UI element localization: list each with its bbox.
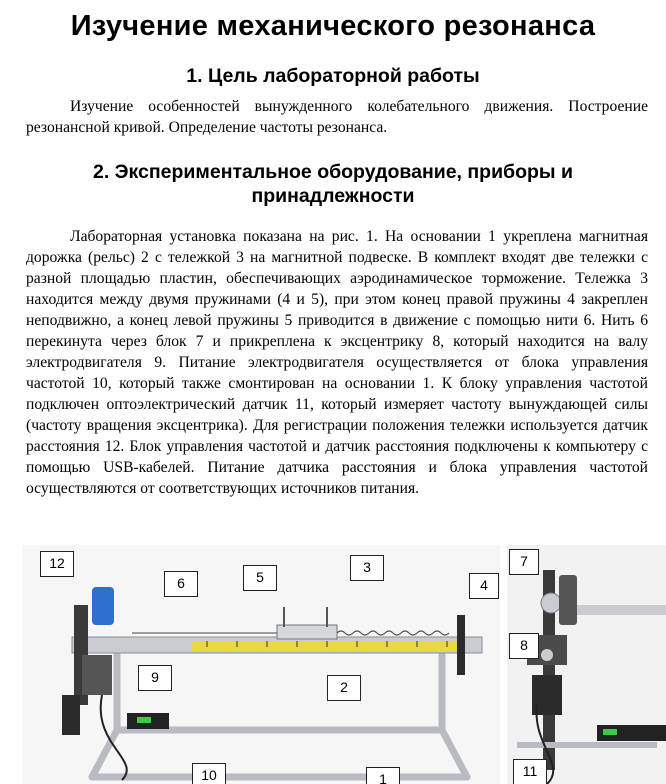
page-title: Изучение механического резонанса bbox=[70, 10, 596, 42]
callout-4: 4 bbox=[469, 573, 499, 599]
callout-12: 12 bbox=[40, 551, 74, 577]
callout-9: 9 bbox=[138, 665, 172, 691]
callout-6: 6 bbox=[164, 571, 198, 597]
apparatus-photo bbox=[22, 545, 500, 784]
callout-1: 1 bbox=[366, 767, 400, 784]
callout-3: 3 bbox=[350, 555, 384, 581]
callout-10: 10 bbox=[192, 763, 226, 784]
ruler bbox=[192, 641, 460, 651]
pulley-icon bbox=[541, 593, 561, 613]
section-1-heading: 1. Цель лабораторной работы bbox=[186, 65, 480, 87]
section-2-text: Лабораторная установка показана на рис. 1. На основании 1 укреплена магнитная дорожка (рельс) 2 с тележкой 3 на магнитной подвеске. В комплект входят две тележки с разной площадью пластин, обеспечивающих аэродинамическое торможение. Тележка 3 находится между двумя пружинами (4 и 5), при этом конец правой пружины 4 закреплен неподвижно, а конец левой пружины 5 приводится в движение с помощью нити 6. Нить 6 перекинута через блок 7 и прикреплена к эксцентрику 8, который находится на валу электродвигателя 9. Питание электродвигателя осуществляется от блока управления частотой 10, который также смонтирован на основании 1. К блоку управления частотой подключен оптоэлектрический датчик 11, который измеряет частоту вынуждающей силы (частоту вращения эксцентрика). Для регистрации положения тележки используется датчик расстояния 12. Блок управления частотой и датчик расстояния подключены к компьютеру с помощью USB-кабелей. Питание датчика расстояния и блока управления частотой осуществляются от соответствующих источников питания. bbox=[26, 228, 648, 497]
callout-5: 5 bbox=[243, 565, 277, 591]
cart bbox=[277, 625, 337, 639]
section-1-text: Изучение особенностей вынужденного колебательного движения. Построение резонансной кривой. Определение частоты резонанса. bbox=[26, 98, 648, 136]
callout-2: 2 bbox=[327, 675, 361, 701]
distance-sensor bbox=[92, 587, 114, 625]
section-2-heading: 2. Экспериментальное оборудование, приборы и принадлежности bbox=[93, 161, 573, 207]
callout-7: 7 bbox=[509, 549, 539, 575]
closeup-photo bbox=[507, 545, 666, 784]
callout-8: 8 bbox=[509, 633, 539, 659]
callout-11: 11 bbox=[513, 759, 547, 784]
closeup-drawing bbox=[507, 545, 666, 784]
